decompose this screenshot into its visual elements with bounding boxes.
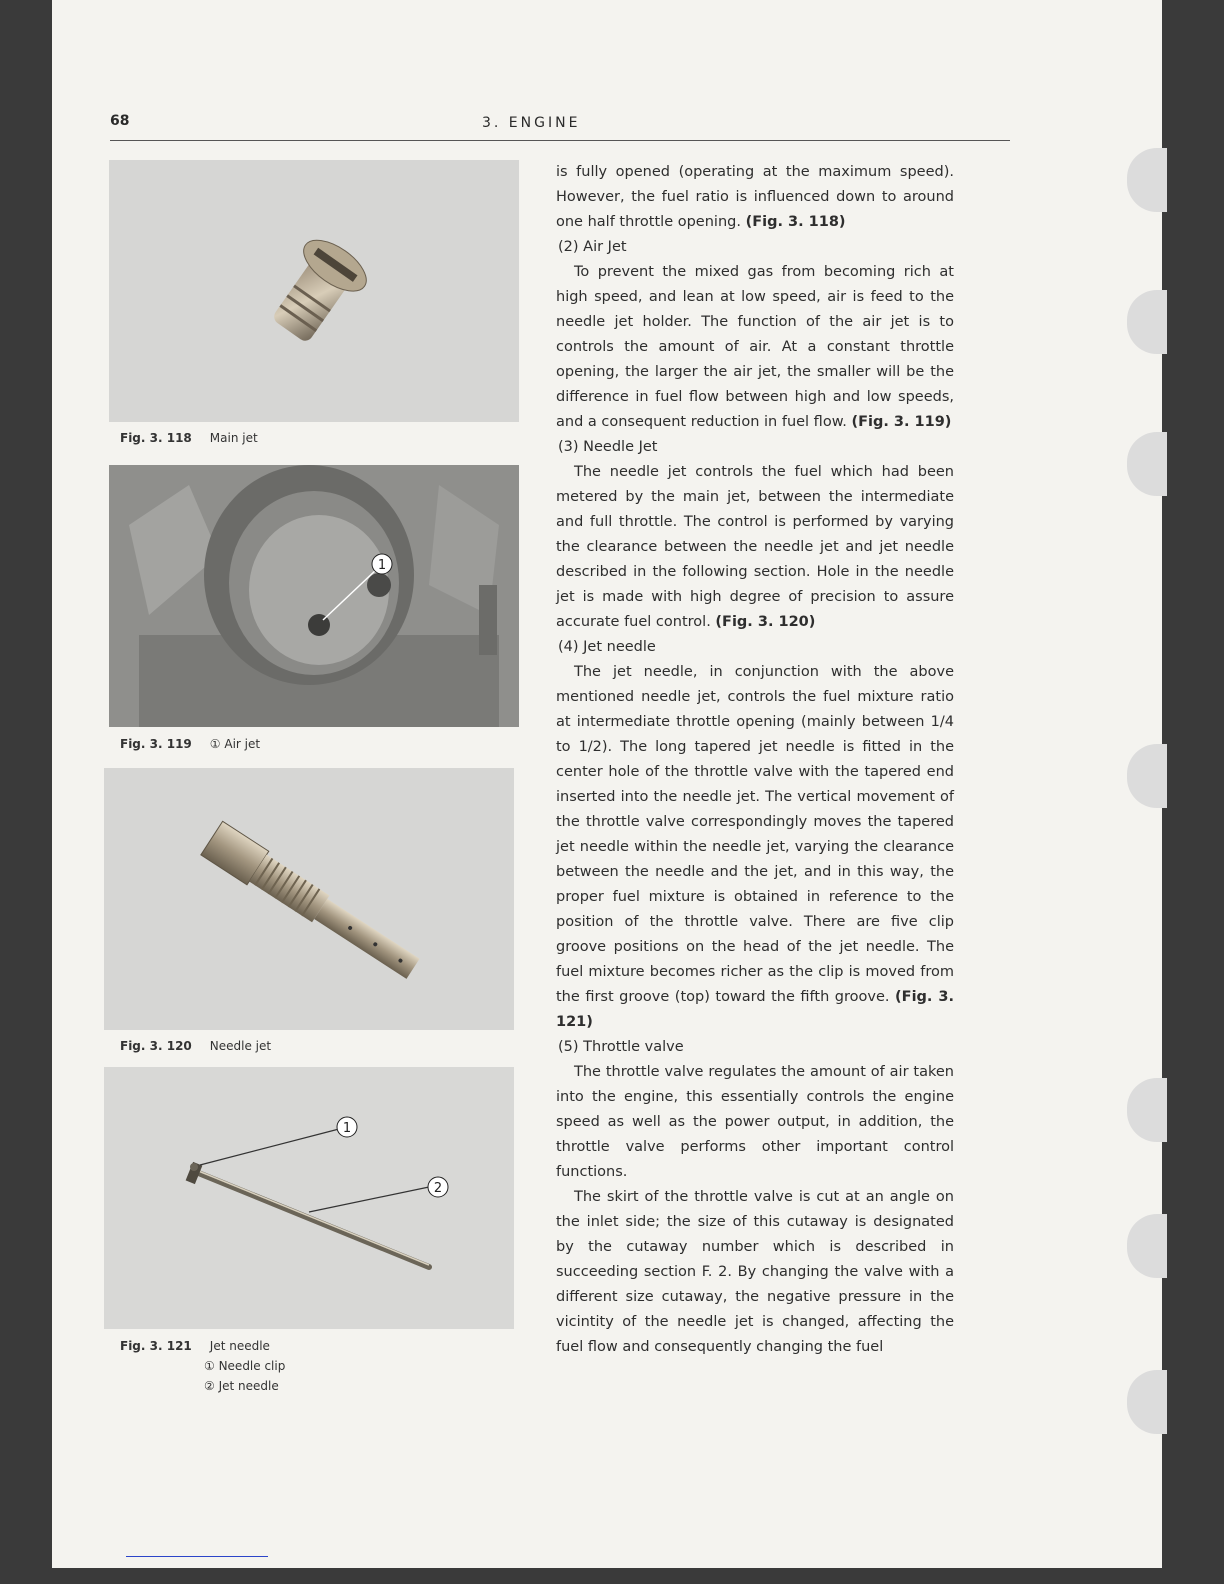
manual-page	[52, 0, 1162, 1568]
caption-fig-120	[120, 1036, 271, 1056]
paragraph-text: The jet needle, in conjunction with the above mentioned needle jet, controls the fuel mixture ratio at intermediate throttle opening (mainly between 1/4 to 1/2). The long tapered jet needle is fitted in the center hole of the throttle valve with the tapered end inserted into the needle jet. The vertical movement of the throttle valve correspondingly moves the tapered jet needle within the needle jet, varying the clearance between the needle and the jet, and in this way, the proper fuel mixture is obtained in reference to the position of the throttle valve. There are five clip groove positions on the head of the jet needle. The fuel mixture becomes richer as the clip is moved from the first groove (top) toward the fifth groove.	[556, 664, 954, 1005]
paragraph	[556, 160, 954, 235]
subheading-needle-jet: (3) Needle Jet	[558, 439, 658, 455]
jet-needle-illustration	[104, 1067, 514, 1329]
paragraph-text: To prevent the mixed gas from becoming rich at high speed, and lean at low speed, air is feed to the needle jet holder. The function of the air jet is to controls the amount of air. At a constant throttle opening, the larger the air jet, the smaller will be the difference in fuel flow between high and low speeds, and a consequent reduction in fuel flow.	[556, 264, 954, 430]
figure-reference: (Fig. 3. 121)	[556, 989, 954, 1030]
fig-caption: Jet needle	[209, 1339, 270, 1353]
fig-number: Fig. 3. 121	[120, 1339, 192, 1353]
paragraph: The throttle valve regulates the amount of air taken into the engine, this essentially controls the engine speed as well as the power output, in addition, the throttle valve performs other important control functions.	[556, 1064, 954, 1180]
paragraph	[556, 660, 954, 1035]
callout-1: 1	[342, 1121, 352, 1136]
page-number: 68	[110, 113, 130, 129]
binder-hole	[1127, 290, 1167, 354]
paragraph	[556, 460, 954, 635]
binder-hole	[1127, 148, 1167, 212]
legend-item: ② Jet needle	[204, 1379, 279, 1393]
fig-caption: Main jet	[209, 431, 258, 445]
paragraph: The skirt of the throttle valve is cut at an angle on the inlet side; the size of this cutaway is designated by the cutaway number which is described in succeeding section F. 2. By changing the valve with a different size cutaway, the negative pressure in the vicintity of the needle jet is changed, affecting the fuel flow and consequently changing the fuel	[556, 1189, 954, 1355]
paragraph-text: is fully opened (operating at the maximum speed). However, the fuel ratio is influenced down to around one half throttle opening.	[556, 164, 954, 230]
callout-1: 1	[377, 558, 387, 573]
edge-marker	[126, 1556, 268, 1557]
caption-fig-121	[120, 1336, 285, 1396]
photo-jet-needle	[104, 1067, 514, 1329]
binder-hole	[1127, 744, 1167, 808]
fig-caption: Needle jet	[209, 1039, 272, 1053]
figure-reference: (Fig. 3. 118)	[745, 214, 846, 230]
needle-jet-illustration	[104, 768, 514, 1030]
body-text	[556, 160, 954, 1360]
main-jet-illustration	[109, 160, 519, 422]
caption-fig-118	[120, 428, 258, 448]
figure-reference: (Fig. 3. 120)	[715, 614, 816, 630]
header-rule	[110, 140, 1010, 141]
subheading-air-jet: (2) Air Jet	[558, 239, 627, 255]
legend-item: ① Needle clip	[204, 1359, 286, 1373]
caption-fig-119	[120, 734, 260, 754]
photo-air-jet	[109, 465, 519, 727]
running-head: 3. ENGINE	[482, 115, 581, 131]
subheading-jet-needle: (4) Jet needle	[558, 639, 656, 655]
fig-number: Fig. 3. 120	[120, 1039, 192, 1053]
binder-hole	[1127, 1214, 1167, 1278]
binder-hole	[1127, 1370, 1167, 1434]
fig-number: Fig. 3. 119	[120, 737, 192, 751]
fig-number: Fig. 3. 118	[120, 431, 192, 445]
paragraph	[556, 260, 954, 435]
fig-caption: ① Air jet	[209, 737, 261, 751]
callout-2: 2	[433, 1181, 443, 1196]
photo-main-jet	[109, 160, 519, 422]
photo-needle-jet	[104, 768, 514, 1030]
figure-reference: (Fig. 3. 119)	[851, 414, 952, 430]
subheading-throttle-valve: (5) Throttle valve	[558, 1039, 684, 1055]
binder-hole	[1127, 1078, 1167, 1142]
carburetor-illustration	[109, 465, 519, 727]
binder-hole	[1127, 432, 1167, 496]
paragraph-text: The needle jet controls the fuel which had been metered by the main jet, between the intermediate and full throttle. The control is performed by varying the clearance between the needle jet and jet needle described in the following section. Hole in the needle jet is made with high degree of precision to assure accurate fuel control.	[556, 464, 954, 630]
